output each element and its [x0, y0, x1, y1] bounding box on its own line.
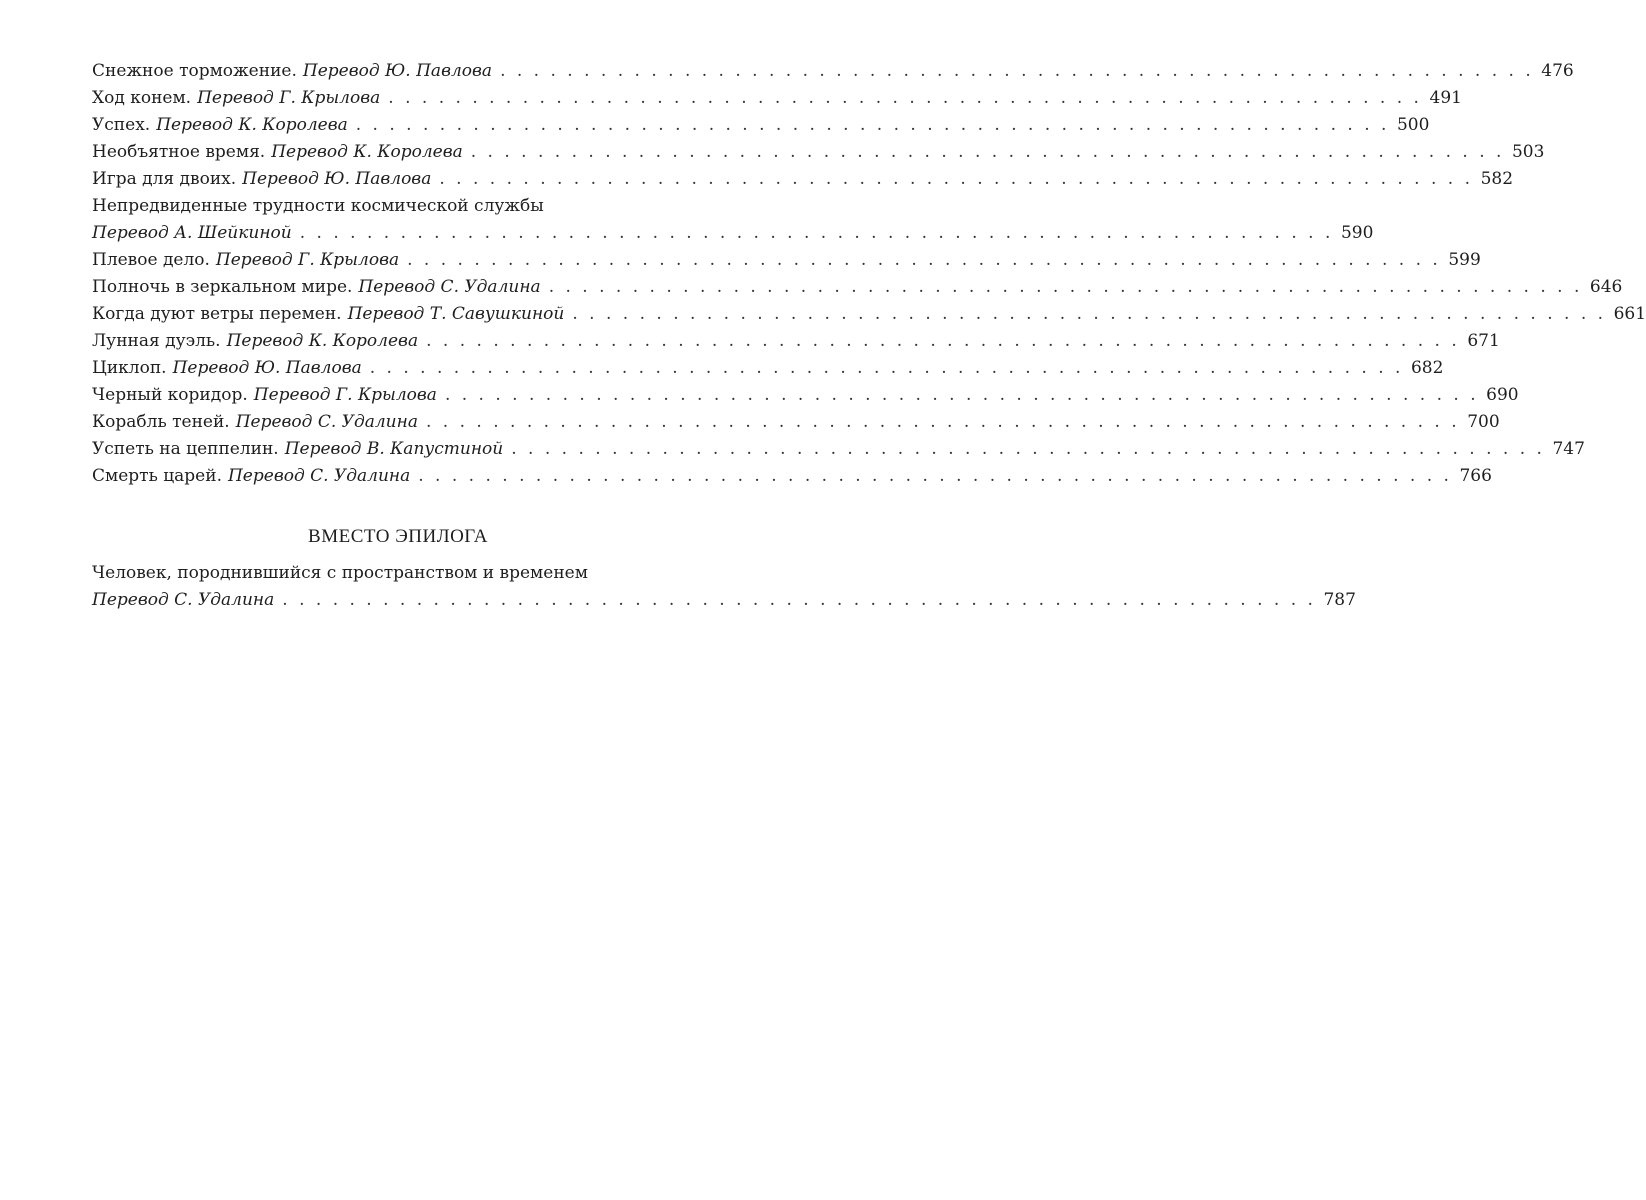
- entry-title: Успеть на цеппелин.: [92, 439, 279, 459]
- entry-title: Ход конем.: [92, 88, 192, 108]
- entry-title: Корабль теней.: [92, 412, 230, 432]
- entry-title: Человек, породнившийся с пространством и временем: [92, 563, 588, 583]
- table-of-contents-page: [92, 58, 1646, 614]
- entry-title: Необъятное время.: [92, 142, 266, 162]
- dot-leader: . . . . . . . . . . . . . . . . . . . . . . . . . . . . . . . . . . . . . . . . . . . . . . . . . . . . . . . . . . . . . .: [369, 358, 1404, 378]
- entry-translator: Перевод Г. Крылова: [253, 385, 437, 405]
- entry-page-number: 661: [1613, 304, 1646, 324]
- toc-entry: [92, 139, 1545, 166]
- entry-page-number: 787: [1323, 590, 1356, 610]
- entry-title: Циклоп.: [92, 358, 167, 378]
- toc-entry: [92, 436, 1585, 463]
- entry-page-number: 690: [1486, 385, 1519, 405]
- entry-title: Непредвиденные трудности космической службы: [92, 196, 544, 216]
- toc-entry: [92, 112, 1430, 139]
- section-heading-epilogue: ВМЕСТО ЭПИЛОГА: [308, 526, 488, 547]
- toc-entry: [92, 463, 1492, 490]
- entry-page-number: 646: [1589, 277, 1623, 297]
- dot-leader: . . . . . . . . . . . . . . . . . . . . . . . . . . . . . . . . . . . . . . . . . . . . . . . . . . . . . . . . . . . . . .: [418, 466, 1452, 486]
- entry-translator: Перевод С. Удалина: [235, 412, 418, 432]
- entry-translator: Перевод Ю. Павлова: [302, 61, 493, 81]
- toc-entry: [92, 85, 1462, 112]
- entry-title: Лунная дуэль.: [92, 331, 221, 351]
- entry-translator: Перевод К. Королева: [226, 331, 419, 351]
- toc-entry: [92, 409, 1500, 436]
- entry-translator: Перевод Ю. Павлова: [242, 169, 432, 189]
- dot-leader: . . . . . . . . . . . . . . . . . . . . . . . . . . . . . . . . . . . . . . . . . . . . . . . . . . . . . . . . . . . . . .: [439, 169, 1474, 189]
- entry-page-number: 491: [1429, 88, 1462, 108]
- entry-page-number: 766: [1459, 466, 1492, 486]
- entry-page-number: 682: [1410, 358, 1444, 378]
- toc-entry: [92, 355, 1444, 382]
- dot-leader: . . . . . . . . . . . . . . . . . . . . . . . . . . . . . . . . . . . . . . . . . . . . . . . . . . . . . . . . . . . . . .: [426, 331, 1460, 351]
- entry-page-number: 747: [1552, 439, 1585, 459]
- entry-translator: Перевод С. Удалина: [358, 277, 541, 297]
- entry-translator: Перевод Т. Савушкиной: [347, 304, 565, 324]
- dot-leader: . . . . . . . . . . . . . . . . . . . . . . . . . . . . . . . . . . . . . . . . . . . . . . . . . . . . . . . . . . . . . .: [355, 115, 1390, 135]
- entry-title: Игра для двоих.: [92, 169, 237, 189]
- entry-title: Плевое дело.: [92, 250, 210, 270]
- dot-leader: . . . . . . . . . . . . . . . . . . . . . . . . . . . . . . . . . . . . . . . . . . . . . . . . . . . . . . . . . . . . . .: [572, 304, 1607, 324]
- entry-page-number: 476: [1541, 61, 1574, 81]
- entry-translator: Перевод К. Королева: [156, 115, 348, 135]
- entry-translator: Перевод С. Удалина: [227, 466, 411, 486]
- dot-leader: . . . . . . . . . . . . . . . . . . . . . . . . . . . . . . . . . . . . . . . . . . . . . . . . . . . . . . . . . . . . . .: [407, 250, 1441, 270]
- dot-leader: . . . . . . . . . . . . . . . . . . . . . . . . . . . . . . . . . . . . . . . . . . . . . . . . . . . . . . . . . . . . . .: [511, 439, 1545, 459]
- entry-title: Смерть царей.: [92, 466, 222, 486]
- toc-entry: [92, 382, 1519, 409]
- toc-entry: [92, 247, 1481, 274]
- entry-title: Когда дуют ветры перемен.: [92, 304, 342, 324]
- entry-title: Снежное торможение.: [92, 61, 297, 81]
- toc-entry: [92, 58, 1574, 85]
- entry-title: Полночь в зеркальном мире.: [92, 277, 353, 297]
- entry-translator: Перевод С. Удалина: [92, 590, 275, 610]
- dot-leader: . . . . . . . . . . . . . . . . . . . . . . . . . . . . . . . . . . . . . . . . . . . . . . . . . . . . . . . . . . . . . .: [282, 590, 1316, 610]
- entry-page-number: 500: [1396, 115, 1430, 135]
- entry-page-number: 700: [1467, 412, 1500, 432]
- dot-leader: . . . . . . . . . . . . . . . . . . . . . . . . . . . . . . . . . . . . . . . . . . . . . . . . . . . . . . . . . . . . . .: [500, 61, 1534, 81]
- entry-page-number: 671: [1467, 331, 1500, 351]
- entry-translator: Перевод Г. Крылова: [197, 88, 381, 108]
- dot-leader: . . . . . . . . . . . . . . . . . . . . . . . . . . . . . . . . . . . . . . . . . . . . . . . . . . . . . . . . . . . . . .: [425, 412, 1460, 432]
- dot-leader: . . . . . . . . . . . . . . . . . . . . . . . . . . . . . . . . . . . . . . . . . . . . . . . . . . . . . . . . . . . . . .: [470, 142, 1505, 162]
- toc-entry-epilogue: [92, 560, 1356, 614]
- entry-page-number: 503: [1511, 142, 1545, 162]
- entry-page-number: 582: [1480, 169, 1514, 189]
- dot-leader: . . . . . . . . . . . . . . . . . . . . . . . . . . . . . . . . . . . . . . . . . . . . . . . . . . . . . . . . . . . . . .: [548, 277, 1583, 297]
- entry-title: Черный коридор.: [92, 385, 248, 405]
- toc-entry: [92, 193, 1374, 247]
- dot-leader: . . . . . . . . . . . . . . . . . . . . . . . . . . . . . . . . . . . . . . . . . . . . . . . . . . . . . . . . . . . . . .: [388, 88, 1422, 108]
- entry-translator: Перевод Г. Крылова: [215, 250, 400, 270]
- entry-translator: Перевод Ю. Павлова: [172, 358, 362, 378]
- toc-entry: [92, 301, 1646, 328]
- toc-entry: [92, 274, 1623, 301]
- dot-leader: . . . . . . . . . . . . . . . . . . . . . . . . . . . . . . . . . . . . . . . . . . . . . . . . . . . . . . . . . . . . . .: [299, 223, 1334, 243]
- entry-title: Успех.: [92, 115, 151, 135]
- toc-entry: [92, 328, 1500, 355]
- entry-translator: Перевод В. Капустиной: [284, 439, 504, 459]
- toc-entry: [92, 166, 1514, 193]
- dot-leader: . . . . . . . . . . . . . . . . . . . . . . . . . . . . . . . . . . . . . . . . . . . . . . . . . . . . . . . . . . . . . .: [444, 385, 1479, 405]
- entry-page-number: 599: [1448, 250, 1481, 270]
- entry-page-number: 590: [1340, 223, 1374, 243]
- entry-translator: Перевод К. Королева: [271, 142, 463, 162]
- entry-translator: Перевод А. Шейкиной: [92, 223, 292, 243]
